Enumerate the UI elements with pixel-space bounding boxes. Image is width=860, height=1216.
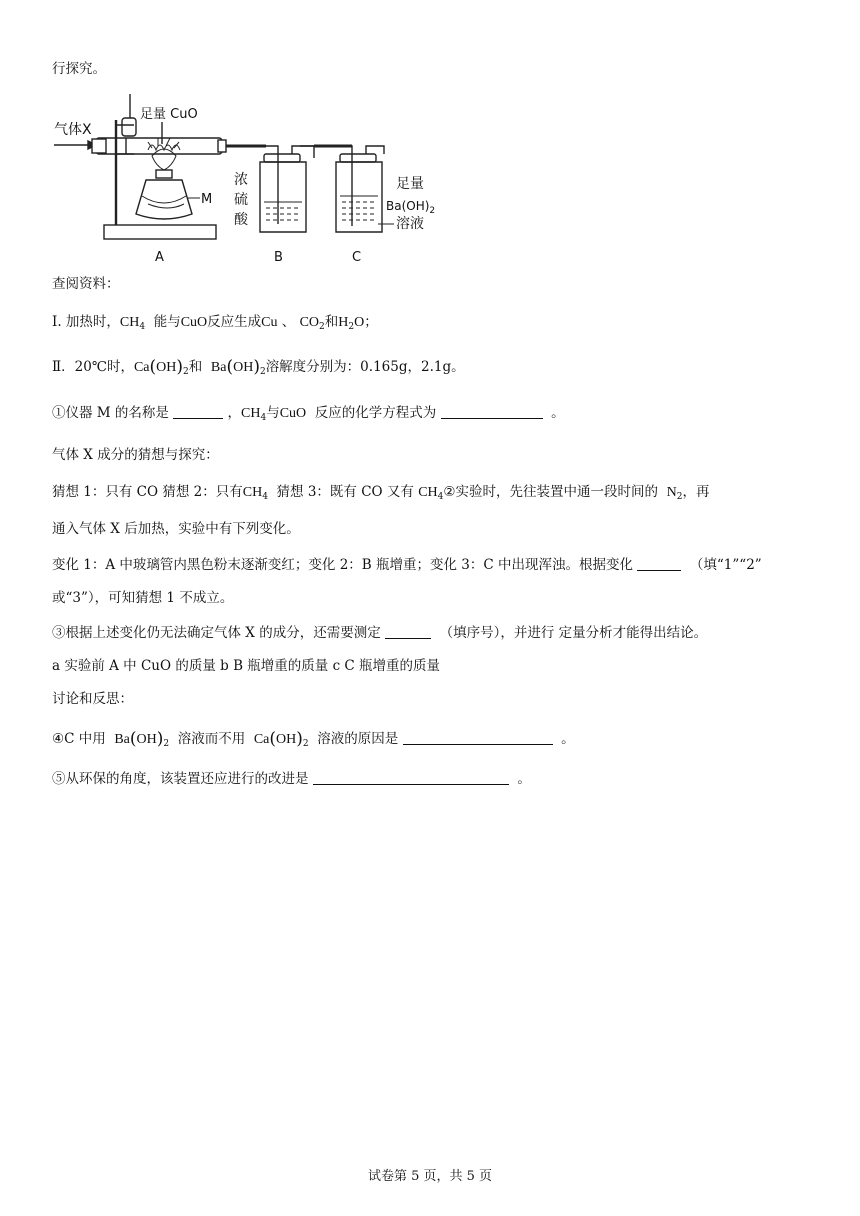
label-b: B [274,250,283,262]
bottle-c [336,154,382,232]
label-a: A [155,250,164,262]
change-line-2: 或“3”），可知猜想 1 不成立。 [52,590,234,606]
apparatus-figure [52,92,452,262]
cuo-label: 足量 CuO [140,107,198,122]
answer-blank-5[interactable] [403,730,553,745]
guess-line-1: 猜想 1：只有 CO 猜想 2：只有$CH_4$ 猜想 3：既有 CO 又有 $CH_4②$实验时，先往装置中通一段时间的 $N_2$，再 [52,484,710,502]
label-c: C [352,250,362,262]
guess-title: 气体 X 成分的猜想与探究： [52,447,219,463]
m-label: M [201,192,213,207]
answer-blank-6[interactable] [313,770,509,785]
guess-line-2: 通入气体 X 后加热，实验中有下列变化。 [52,521,300,537]
base-label-formula: $Ba(OH)_2$ [386,199,436,216]
cuo-powder [148,138,180,150]
discussion-title: 讨论和反思： [52,691,133,707]
gas-x-label: 气体X [54,122,92,138]
question-1: ①仪器 M 的名称是 ，$CH_4$与CuO 反应的化学方程式为 。 [52,405,565,423]
page-footer: 试卷第 5 页，共 5 页 [367,1169,493,1184]
intro-text: 行探究。 [52,61,106,77]
change-line-1: 变化 1：A 中玻璃管内黑色粉末逐渐变红；变化 2：B 瓶增重；变化 3：C 中出现浑浊。根据变化 （填“1”“2” [52,557,762,573]
answer-blank-4[interactable] [385,624,431,639]
references-title: 查阅资料： [52,276,120,292]
answer-blank-2[interactable] [441,404,543,419]
acid-label-3: 酸 [234,212,248,228]
answer-blank-1[interactable] [173,404,223,419]
flame [152,149,176,170]
answer-blank-3[interactable] [637,556,681,571]
acid-label-1: 浓 [234,172,248,188]
question-4: ④C 中用 $Ba(OH)_2$ 溶液而不用 $Ca(OH)_2$ 溶液的原因是 。 [52,729,575,749]
stand-base [104,225,216,239]
alcohol-lamp [136,170,192,219]
acid-label-2: 硫 [234,192,248,208]
question-5: ⑤从环保的角度，该装置还应进行的改进是 。 [52,771,531,787]
base-label-bottom: 溶液 [396,216,424,232]
question-3: ③根据上述变化仍无法确定气体 X 的成分，还需要测定 （填序号），并进行 定量分析才能得出结论。 [52,625,708,641]
options-line: a 实验前 A 中 CuO 的质量 b B 瓶增重的质量 c C 瓶增重的质量 [52,658,441,674]
reference-2: Ⅱ．20℃时，$Ca(OH)_2$和 $Ba(OH)_2$溶解度分别为：0.165g，2.1g。 [52,357,465,377]
reference-1: I. 加热时，$CH_4$ 能与CuO反应生成Cu 、 $CO_2$和$H_2O$； [52,314,378,332]
bottle-b [260,154,306,232]
base-label-top: 足量 [396,176,424,192]
